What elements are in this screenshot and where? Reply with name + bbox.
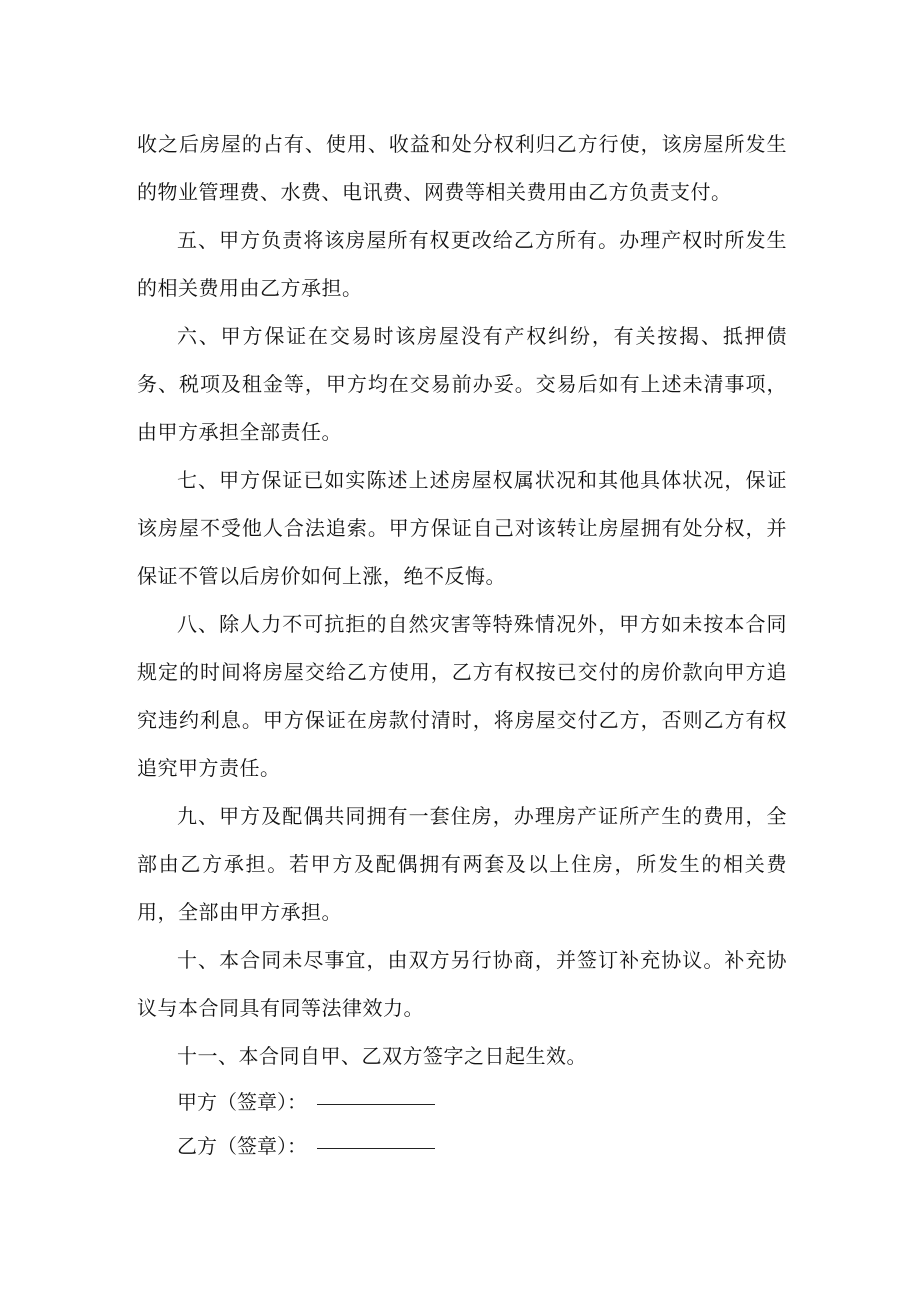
clause-6: 六、甲方保证在交易时该房屋没有产权纠纷，有关按揭、抵押债务、税项及租金等，甲方均在交易前办妥。交易后如有上述未清事项，由甲方承担全部责任。 <box>137 324 787 444</box>
clause-5: 五、甲方负责将该房屋所有权更改给乙方所有。办理产权时所发生的相关费用由乙方承担。 <box>137 228 787 300</box>
paragraph-continuation: 收之后房屋的占有、使用、收益和处分权利归乙方行使，该房屋所发生的物业管理费、水费、电讯费、网费等相关费用由乙方负责支付。 <box>137 132 787 204</box>
signature-line-party-b[interactable] <box>317 1126 435 1149</box>
signature-label-party-a: 甲方（签章）： <box>177 1090 307 1114</box>
signature-label-party-b: 乙方（签章）： <box>177 1134 307 1158</box>
contract-body <box>137 120 787 1168</box>
clause-8: 八、除人力不可抗拒的自然灾害等特殊情况外，甲方如未按本合同规定的时间将房屋交给乙方使用，乙方有权按已交付的房价款向甲方追究违约利息。甲方保证在房款付清时，将房屋交付乙方，否则乙方有权追究甲方责任。 <box>137 612 787 780</box>
signature-row-party-a <box>137 1080 787 1124</box>
clause-9: 九、甲方及配偶共同拥有一套住房，办理房产证所产生的费用，全部由乙方承担。若甲方及配偶拥有两套及以上住房，所发生的相关费用，全部由甲方承担。 <box>137 804 787 924</box>
signature-row-party-b <box>137 1124 787 1168</box>
clause-11: 十一、本合同自甲、乙双方签字之日起生效。 <box>177 1044 587 1068</box>
clause-7: 七、甲方保证已如实陈述上述房屋权属状况和其他具体状况，保证该房屋不受他人合法追索。甲方保证自己对该转让房屋拥有处分权，并保证不管以后房价如何上涨，绝不反悔。 <box>137 468 787 588</box>
clause-10: 十、本合同未尽事宜，由双方另行协商，并签订补充协议。补充协议与本合同具有同等法律效力。 <box>137 948 787 1020</box>
signature-line-party-a[interactable] <box>317 1082 435 1105</box>
